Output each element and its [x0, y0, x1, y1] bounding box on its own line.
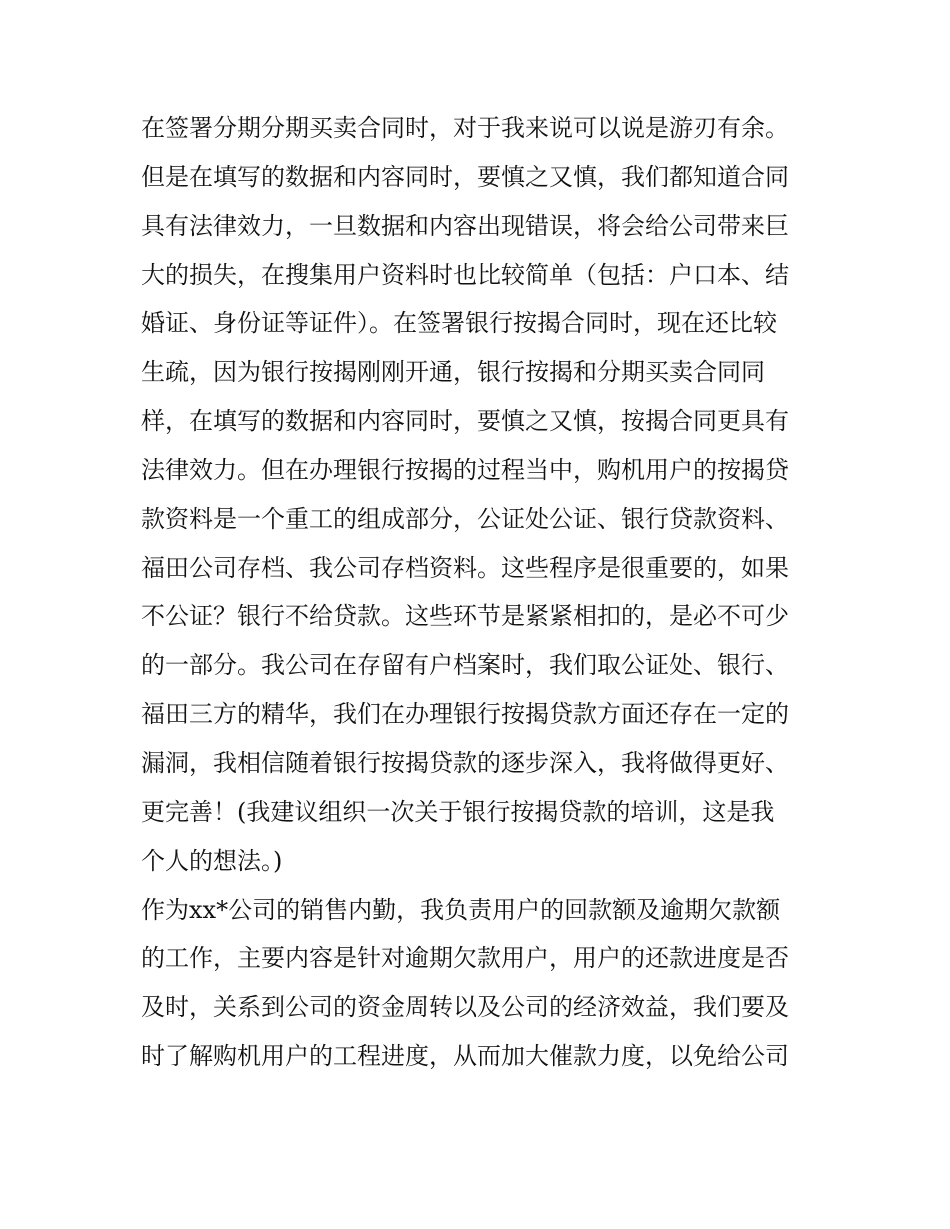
text-line: 更完善！(我建议组织一次关于银行按揭贷款的培训，这是我: [141, 797, 775, 826]
text-line: 作为xx*公司的销售内勤，我负责用户的回款额及逾期欠款额: [141, 895, 781, 924]
text-line: 生疏，因为银行按揭刚刚开通，银行按揭和分期买卖合同同: [141, 358, 765, 387]
text-line: 具有法律效力，一旦数据和内容出现错误，将会给公司带来巨: [141, 211, 789, 240]
document-body-text: [141, 104, 831, 1081]
text-line: 婚证、身份证等证件）。在签署银行按揭合同时，现在还比较: [141, 309, 777, 338]
text-line: 在签署分期分期买卖合同时，对于我来说可以说是游刃有余。: [141, 114, 789, 142]
text-line: 的一部分。我公司在存留有户档案时，我们取公证处、银行、: [141, 651, 789, 680]
text-line: 漏洞，我相信随着银行按揭贷款的逐步深入，我将做得更好、: [141, 748, 789, 777]
text-line: 大的损失，在搜集用户资料时也比较简单（包括：户口本、结: [141, 260, 789, 289]
text-line: 的工作，主要内容是针对逾期欠款用户，用户的还款进度是否: [141, 944, 789, 973]
text-line: 样，在填写的数据和内容同时，要慎之又慎，按揭合同更具有: [141, 407, 789, 436]
text-line: 法律效力。但在办理银行按揭的过程当中，购机用户的按揭贷: [141, 455, 789, 484]
text-line: 款资料是一个重工的组成部分，公证处公证、银行贷款资料、: [141, 504, 789, 533]
text-line: 个人的想法。): [141, 846, 283, 875]
text-line: 但是在填写的数据和内容同时，要慎之又慎，我们都知道合同: [141, 162, 789, 191]
text-line: 福田三方的精华，我们在办理银行按揭贷款方面还存在一定的: [141, 700, 789, 729]
text-line: 不公证？银行不给贷款。这些环节是紧紧相扣的，是必不可少: [141, 602, 789, 631]
text-line: 福田公司存档、我公司存档资料。这些程序是很重要的，如果: [141, 553, 789, 582]
text-line: 及时，关系到公司的资金周转以及公司的经济效益，我们要及: [141, 993, 789, 1022]
text-line: 时了解购机用户的工程进度，从而加大催款力度，以免给公司: [141, 1042, 789, 1071]
